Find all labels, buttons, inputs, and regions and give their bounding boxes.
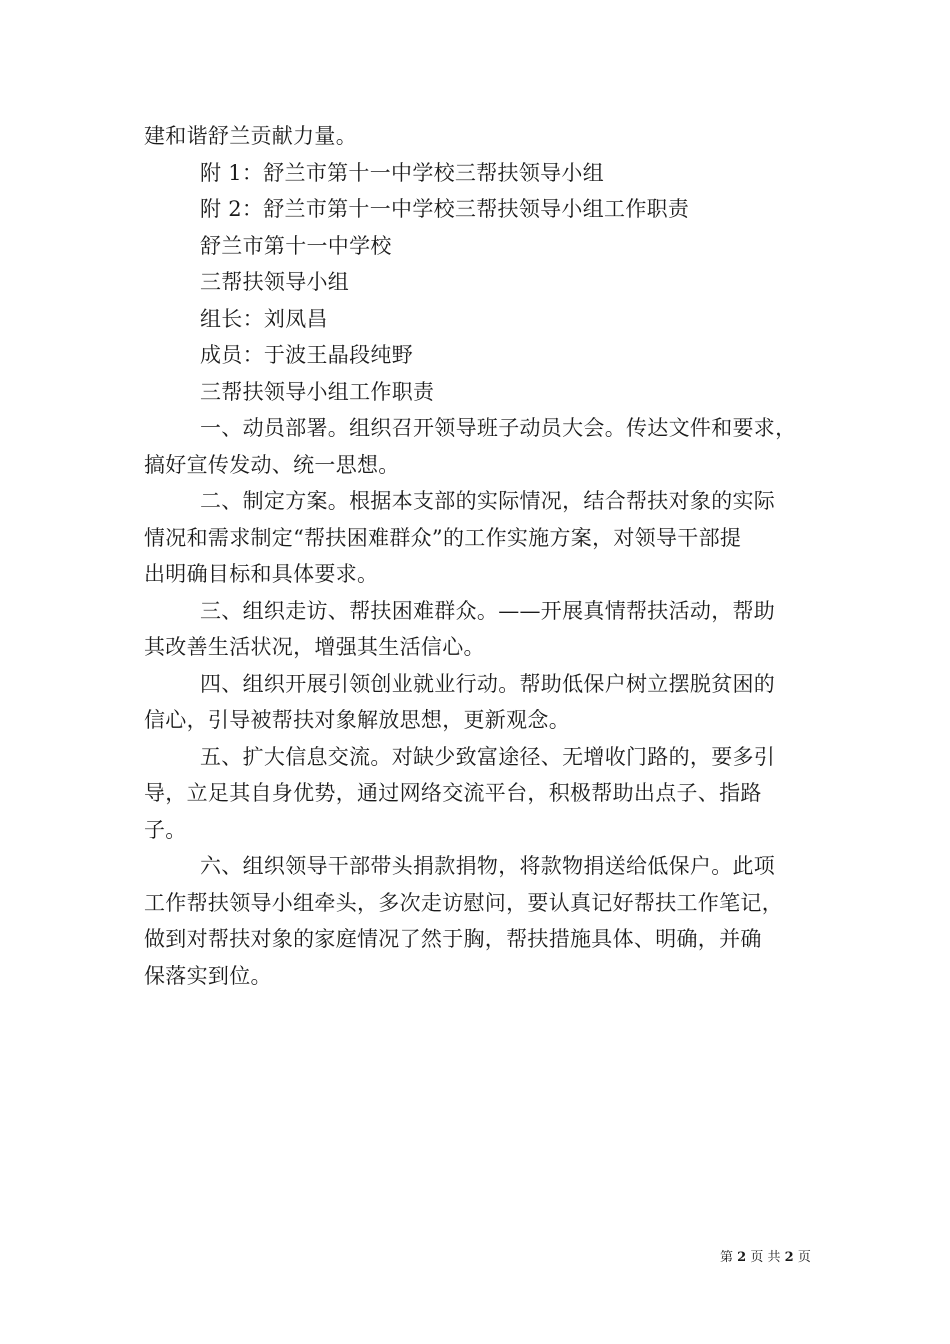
- text-line: 三帮扶领导小组: [200, 270, 350, 294]
- text-line: 保落实到位。: [144, 963, 272, 988]
- text-line: 二、制定方案。根据本支部的实际情况，结合帮扶对象的实际: [200, 489, 776, 513]
- text-line: 舒兰市第十一中学校: [200, 233, 392, 258]
- text-line: 搞好宣传发动、统一思想。: [144, 452, 400, 477]
- footer-suffix: 页: [797, 1250, 811, 1265]
- footer-total-pages: 2: [784, 1250, 794, 1265]
- text-line: 出明确目标和具体要求。: [144, 562, 379, 586]
- footer-middle: 页 共: [750, 1250, 781, 1265]
- text-line: 三帮扶领导小组工作职责: [200, 379, 435, 404]
- page-footer: [720, 1246, 811, 1265]
- text-line: 五、扩大信息交流。对缺少致富途径、无增收门路的，要多引: [200, 744, 776, 769]
- text-line: 子。: [144, 817, 187, 842]
- text-line: 六、组织领导干部带头捐款捐物，将款物捐送给低保户。此项: [200, 854, 776, 878]
- text-line: 一、动员部署。组织召开领导班子动员大会。传达文件和要求，: [200, 416, 797, 440]
- text-line: 其改善生活状况，增强其生活信心。: [144, 635, 485, 659]
- text-line: 三、组织走访、帮扶困难群众。——开展真情帮扶活动，帮助: [200, 598, 776, 623]
- text-line: 导，立足其自身优势，通过网络交流平台，积极帮助出点子、指路: [144, 781, 762, 805]
- text-line: 信心，引导被帮扶对象解放思想，更新观念。: [144, 708, 570, 732]
- text-line: 成员：于波王晶段纯野: [200, 343, 413, 367]
- text-line: 四、组织开展引领创业就业行动。帮助低保户树立摆脱贫困的: [200, 671, 776, 696]
- text-line: 附 2：舒兰市第十一中学校三帮扶领导小组工作职责: [200, 197, 690, 221]
- text-line: 组长：刘凤昌: [200, 306, 328, 331]
- text-line: 工作帮扶领导小组牵头，多次走访慰问，要认真记好帮扶工作笔记，: [144, 890, 783, 915]
- text-line: 建和谐舒兰贡献力量。: [144, 124, 357, 148]
- text-line: 情况和需求制定“帮扶困难群众”的工作实施方案，对领导干部提: [144, 525, 742, 550]
- footer-current-page: 2: [737, 1250, 747, 1265]
- footer-prefix: 第: [720, 1250, 734, 1265]
- document-body: [144, 118, 814, 994]
- text-line: 做到对帮扶对象的家庭情况了然于胸，帮扶措施具体、明确，并确: [144, 927, 762, 951]
- text-line: 附 1：舒兰市第十一中学校三帮扶领导小组: [200, 160, 605, 185]
